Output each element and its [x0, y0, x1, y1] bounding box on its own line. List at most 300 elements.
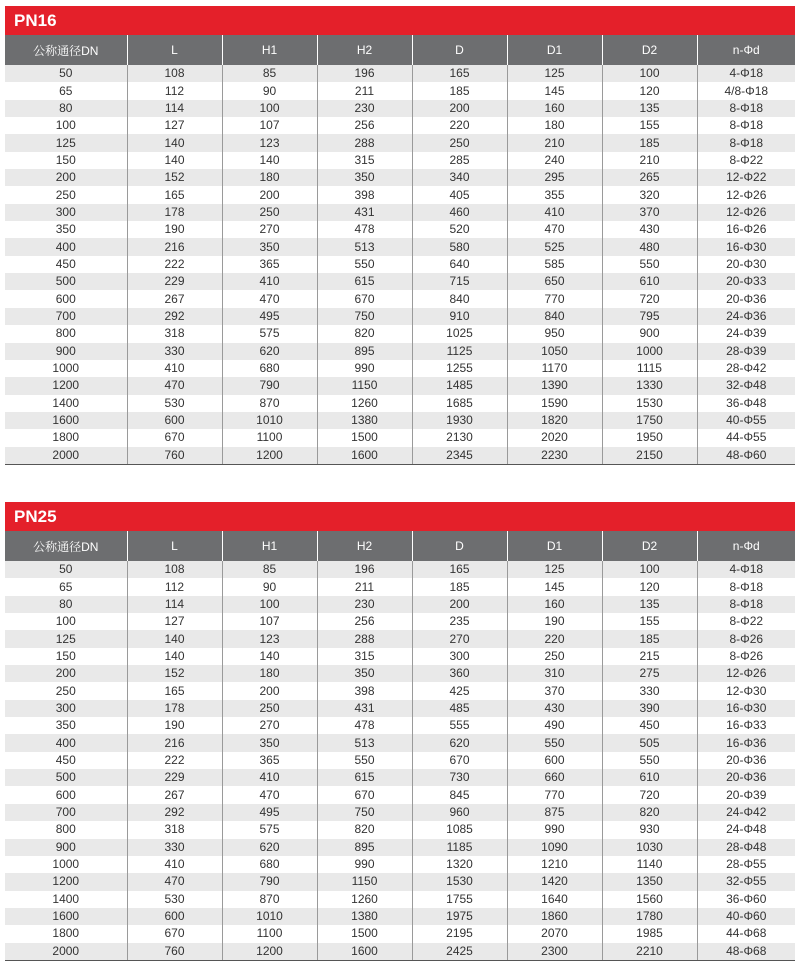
- table-cell: 44-Φ68: [697, 925, 795, 942]
- table-cell: 1600: [317, 943, 412, 961]
- table-cell: 1100: [222, 925, 317, 942]
- table-cell: 8-Φ18: [697, 134, 795, 151]
- table-row: [5, 429, 795, 446]
- table-cell: 620: [412, 734, 507, 751]
- table-cell: 555: [412, 717, 507, 734]
- table-cell: 107: [222, 117, 317, 134]
- table-cell: 470: [127, 377, 222, 394]
- table-row: [5, 943, 795, 961]
- table-row: [5, 100, 795, 117]
- table-cell: 820: [317, 325, 412, 342]
- table-cell: 930: [602, 821, 697, 838]
- table-cell: 8-Φ26: [697, 648, 795, 665]
- table-cell: 470: [222, 290, 317, 307]
- table-cell: 178: [127, 204, 222, 221]
- table-cell: 1260: [317, 395, 412, 412]
- table-cell: 330: [602, 682, 697, 699]
- table-cell: 48-Φ68: [697, 943, 795, 961]
- table-cell: 1200: [5, 377, 127, 394]
- table-cell: 2130: [412, 429, 507, 446]
- table-cell: 2300: [507, 943, 602, 961]
- table-cell: 1800: [5, 429, 127, 446]
- table-cell: 20-Φ36: [697, 769, 795, 786]
- table-cell: 1000: [602, 343, 697, 360]
- table-cell: 140: [127, 648, 222, 665]
- table-cell: 1030: [602, 839, 697, 856]
- table-cell: 123: [222, 134, 317, 151]
- table-cell: 300: [5, 700, 127, 717]
- table-cell: 100: [5, 613, 127, 630]
- table-row: [5, 117, 795, 134]
- table-cell: 16-Φ30: [697, 700, 795, 717]
- header-row: [5, 531, 795, 561]
- table-cell: 900: [602, 325, 697, 342]
- table-cell: 2425: [412, 943, 507, 961]
- table-cell: 12-Φ22: [697, 169, 795, 186]
- table-cell: 490: [507, 717, 602, 734]
- table-cell: 114: [127, 596, 222, 613]
- table-cell: 140: [222, 152, 317, 169]
- table-cell: 870: [222, 891, 317, 908]
- table-cell: 100: [222, 596, 317, 613]
- table-cell: 410: [127, 856, 222, 873]
- table-cell: 1125: [412, 343, 507, 360]
- table-cell: 1750: [602, 412, 697, 429]
- table-cell: 8-Φ18: [697, 100, 795, 117]
- table-cell: 790: [222, 377, 317, 394]
- table-cell: 600: [5, 290, 127, 307]
- table-cell: 220: [507, 630, 602, 647]
- table-cell: 185: [602, 134, 697, 151]
- table-cell: 140: [222, 648, 317, 665]
- pn25-section: [5, 502, 795, 961]
- table-cell: 270: [412, 630, 507, 647]
- table-cell: 140: [127, 134, 222, 151]
- table-cell: 256: [317, 117, 412, 134]
- table-cell: 256: [317, 613, 412, 630]
- table-cell: 470: [507, 221, 602, 238]
- table-cell: 900: [5, 343, 127, 360]
- table-cell: 680: [222, 856, 317, 873]
- table-row: [5, 578, 795, 595]
- table-row: [5, 613, 795, 630]
- table-row: [5, 682, 795, 699]
- table-cell: 670: [317, 290, 412, 307]
- table-cell: 125: [507, 561, 602, 578]
- table-row: [5, 221, 795, 238]
- table-cell: 600: [507, 752, 602, 769]
- table-cell: 400: [5, 734, 127, 751]
- table-cell: 580: [412, 238, 507, 255]
- table-cell: 650: [507, 273, 602, 290]
- table-cell: 895: [317, 839, 412, 856]
- dimension-table: [5, 35, 795, 465]
- table-cell: 505: [602, 734, 697, 751]
- table-cell: 160: [507, 100, 602, 117]
- table-cell: 340: [412, 169, 507, 186]
- section-title: PN16: [5, 6, 795, 35]
- table-cell: 216: [127, 238, 222, 255]
- table-cell: 250: [5, 682, 127, 699]
- table-cell: 216: [127, 734, 222, 751]
- table-cell: 24-Φ42: [697, 804, 795, 821]
- table-cell: 670: [412, 752, 507, 769]
- table-cell: 330: [127, 839, 222, 856]
- table-cell: 460: [412, 204, 507, 221]
- table-cell: 680: [222, 360, 317, 377]
- table-cell: 8-Φ26: [697, 630, 795, 647]
- table-cell: 190: [127, 717, 222, 734]
- table-cell: 32-Φ48: [697, 377, 795, 394]
- table-cell: 90: [222, 578, 317, 595]
- column-header: D: [412, 531, 507, 561]
- table-cell: 800: [5, 325, 127, 342]
- table-cell: 470: [127, 873, 222, 890]
- table-cell: 200: [222, 682, 317, 699]
- table-cell: 152: [127, 665, 222, 682]
- table-cell: 250: [222, 204, 317, 221]
- table-cell: 24-Φ48: [697, 821, 795, 838]
- table-cell: 1390: [507, 377, 602, 394]
- table-cell: 720: [602, 290, 697, 307]
- table-cell: 840: [412, 290, 507, 307]
- table-cell: 28-Φ48: [697, 839, 795, 856]
- table-cell: 350: [5, 221, 127, 238]
- table-cell: 2000: [5, 943, 127, 961]
- table-row: [5, 395, 795, 412]
- table-cell: 20-Φ30: [697, 256, 795, 273]
- table-row: [5, 630, 795, 647]
- table-cell: 288: [317, 630, 412, 647]
- table-row: [5, 65, 795, 82]
- table-cell: 875: [507, 804, 602, 821]
- table-cell: 160: [507, 596, 602, 613]
- table-cell: 520: [412, 221, 507, 238]
- table-cell: 760: [127, 447, 222, 465]
- table-cell: 960: [412, 804, 507, 821]
- table-cell: 478: [317, 221, 412, 238]
- table-row: [5, 856, 795, 873]
- table-cell: 1560: [602, 891, 697, 908]
- table-cell: 1950: [602, 429, 697, 446]
- table-cell: 1380: [317, 412, 412, 429]
- table-cell: 211: [317, 578, 412, 595]
- table-cell: 730: [412, 769, 507, 786]
- table-cell: 155: [602, 117, 697, 134]
- table-cell: 65: [5, 82, 127, 99]
- table-cell: 210: [507, 134, 602, 151]
- table-cell: 990: [507, 821, 602, 838]
- table-row: [5, 447, 795, 465]
- table-cell: 550: [317, 752, 412, 769]
- table-cell: 1800: [5, 925, 127, 942]
- table-cell: 1530: [412, 873, 507, 890]
- table-cell: 640: [412, 256, 507, 273]
- table-row: [5, 204, 795, 221]
- table-row: [5, 186, 795, 203]
- table-cell: 220: [412, 117, 507, 134]
- table-cell: 950: [507, 325, 602, 342]
- table-cell: 870: [222, 395, 317, 412]
- table-cell: 8-Φ18: [697, 117, 795, 134]
- table-cell: 1010: [222, 908, 317, 925]
- table-row: [5, 325, 795, 342]
- table-cell: 127: [127, 613, 222, 630]
- table-cell: 230: [317, 100, 412, 117]
- table-row: [5, 665, 795, 682]
- table-cell: 600: [127, 908, 222, 925]
- table-cell: 1115: [602, 360, 697, 377]
- table-cell: 500: [5, 769, 127, 786]
- table-cell: 670: [127, 925, 222, 942]
- table-cell: 300: [412, 648, 507, 665]
- table-cell: 320: [602, 186, 697, 203]
- table-cell: 2000: [5, 447, 127, 465]
- table-cell: 28-Φ55: [697, 856, 795, 873]
- table-cell: 700: [5, 804, 127, 821]
- table-cell: 405: [412, 186, 507, 203]
- table-cell: 1150: [317, 873, 412, 890]
- table-cell: 370: [602, 204, 697, 221]
- table-cell: 80: [5, 100, 127, 117]
- table-cell: 1600: [5, 908, 127, 925]
- table-cell: 470: [222, 786, 317, 803]
- table-cell: 1085: [412, 821, 507, 838]
- table-row: [5, 908, 795, 925]
- table-cell: 450: [5, 256, 127, 273]
- table-row: [5, 596, 795, 613]
- table-cell: 16-Φ26: [697, 221, 795, 238]
- column-header: L: [127, 35, 222, 65]
- table-cell: 1200: [222, 447, 317, 465]
- table-cell: 840: [507, 308, 602, 325]
- table-row: [5, 377, 795, 394]
- table-cell: 2150: [602, 447, 697, 465]
- table-cell: 1685: [412, 395, 507, 412]
- table-cell: 250: [5, 186, 127, 203]
- table-cell: 2230: [507, 447, 602, 465]
- column-header: D2: [602, 35, 697, 65]
- table-cell: 910: [412, 308, 507, 325]
- table-cell: 50: [5, 65, 127, 82]
- table-cell: 127: [127, 117, 222, 134]
- table-cell: 16-Φ36: [697, 734, 795, 751]
- column-header: n-Φd: [697, 35, 795, 65]
- table-row: [5, 786, 795, 803]
- table-cell: 196: [317, 65, 412, 82]
- table-cell: 398: [317, 186, 412, 203]
- table-cell: 1200: [5, 873, 127, 890]
- table-row: [5, 360, 795, 377]
- table-cell: 350: [317, 169, 412, 186]
- table-cell: 108: [127, 561, 222, 578]
- table-cell: 1210: [507, 856, 602, 873]
- table-row: [5, 925, 795, 942]
- table-cell: 430: [507, 700, 602, 717]
- table-cell: 267: [127, 786, 222, 803]
- table-row: [5, 273, 795, 290]
- table-row: [5, 256, 795, 273]
- table-cell: 1500: [317, 429, 412, 446]
- table-cell: 513: [317, 734, 412, 751]
- table-row: [5, 238, 795, 255]
- table-cell: 900: [5, 839, 127, 856]
- table-cell: 315: [317, 152, 412, 169]
- table-cell: 350: [5, 717, 127, 734]
- table-cell: 670: [127, 429, 222, 446]
- table-cell: 165: [412, 65, 507, 82]
- table-cell: 2070: [507, 925, 602, 942]
- table-cell: 80: [5, 596, 127, 613]
- table-cell: 670: [317, 786, 412, 803]
- table-row: [5, 873, 795, 890]
- table-cell: 235: [412, 613, 507, 630]
- table-cell: 265: [602, 169, 697, 186]
- table-cell: 250: [507, 648, 602, 665]
- table-cell: 390: [602, 700, 697, 717]
- table-cell: 615: [317, 769, 412, 786]
- table-cell: 200: [5, 169, 127, 186]
- table-cell: 1000: [5, 856, 127, 873]
- table-cell: 895: [317, 343, 412, 360]
- table-cell: 350: [317, 665, 412, 682]
- table-cell: 1820: [507, 412, 602, 429]
- table-cell: 431: [317, 700, 412, 717]
- table-cell: 790: [222, 873, 317, 890]
- table-body: [5, 65, 795, 464]
- table-cell: 1010: [222, 412, 317, 429]
- table-cell: 152: [127, 169, 222, 186]
- pn16-section: [5, 6, 795, 465]
- table-row: [5, 561, 795, 578]
- table-cell: 600: [127, 412, 222, 429]
- table-cell: 20-Φ36: [697, 290, 795, 307]
- table-cell: 285: [412, 152, 507, 169]
- column-header: D1: [507, 35, 602, 65]
- column-header: D: [412, 35, 507, 65]
- table-cell: 750: [317, 308, 412, 325]
- table-cell: 165: [412, 561, 507, 578]
- table-cell: 425: [412, 682, 507, 699]
- column-header: H2: [317, 35, 412, 65]
- table-cell: 107: [222, 613, 317, 630]
- table-cell: 125: [507, 65, 602, 82]
- table-cell: 1485: [412, 377, 507, 394]
- table-cell: 190: [127, 221, 222, 238]
- table-cell: 65: [5, 578, 127, 595]
- table-cell: 1600: [5, 412, 127, 429]
- table-cell: 85: [222, 65, 317, 82]
- table-cell: 485: [412, 700, 507, 717]
- table-body: [5, 561, 795, 960]
- table-cell: 355: [507, 186, 602, 203]
- table-cell: 155: [602, 613, 697, 630]
- table-cell: 410: [222, 273, 317, 290]
- column-header: n-Φd: [697, 531, 795, 561]
- table-cell: 180: [507, 117, 602, 134]
- section-title: PN25: [5, 502, 795, 531]
- table-cell: 585: [507, 256, 602, 273]
- table-cell: 720: [602, 786, 697, 803]
- table-row: [5, 343, 795, 360]
- table-cell: 229: [127, 273, 222, 290]
- table-cell: 215: [602, 648, 697, 665]
- table-cell: 990: [317, 856, 412, 873]
- table-row: [5, 734, 795, 751]
- table-cell: 575: [222, 325, 317, 342]
- table-cell: 145: [507, 82, 602, 99]
- table-row: [5, 412, 795, 429]
- column-header: 公称通径DN: [5, 531, 127, 561]
- table-cell: 610: [602, 273, 697, 290]
- table-cell: 135: [602, 596, 697, 613]
- table-cell: 1860: [507, 908, 602, 925]
- table-cell: 250: [412, 134, 507, 151]
- header-row: [5, 35, 795, 65]
- table-cell: 1975: [412, 908, 507, 925]
- table-cell: 275: [602, 665, 697, 682]
- table-cell: 820: [317, 821, 412, 838]
- table-cell: 190: [507, 613, 602, 630]
- table-cell: 1930: [412, 412, 507, 429]
- table-cell: 270: [222, 717, 317, 734]
- table-cell: 229: [127, 769, 222, 786]
- table-cell: 770: [507, 786, 602, 803]
- table-cell: 222: [127, 256, 222, 273]
- table-cell: 398: [317, 682, 412, 699]
- table-cell: 1985: [602, 925, 697, 942]
- table-cell: 1755: [412, 891, 507, 908]
- table-cell: 100: [222, 100, 317, 117]
- table-cell: 480: [602, 238, 697, 255]
- table-cell: 318: [127, 821, 222, 838]
- table-cell: 12-Φ30: [697, 682, 795, 699]
- table-cell: 1400: [5, 395, 127, 412]
- table-row: [5, 134, 795, 151]
- table-cell: 210: [602, 152, 697, 169]
- table-cell: 123: [222, 630, 317, 647]
- table-row: [5, 804, 795, 821]
- table-cell: 12-Φ26: [697, 186, 795, 203]
- table-row: [5, 82, 795, 99]
- table-cell: 8-Φ22: [697, 613, 795, 630]
- table-cell: 24-Φ36: [697, 308, 795, 325]
- table-cell: 615: [317, 273, 412, 290]
- table-cell: 550: [317, 256, 412, 273]
- table-cell: 795: [602, 308, 697, 325]
- table-cell: 8-Φ18: [697, 596, 795, 613]
- table-cell: 36-Φ60: [697, 891, 795, 908]
- table-cell: 200: [5, 665, 127, 682]
- table-cell: 1025: [412, 325, 507, 342]
- table-cell: 2195: [412, 925, 507, 942]
- table-cell: 145: [507, 578, 602, 595]
- table-cell: 140: [127, 152, 222, 169]
- column-header: D1: [507, 531, 602, 561]
- table-cell: 222: [127, 752, 222, 769]
- table-cell: 16-Φ33: [697, 717, 795, 734]
- table-header: [5, 531, 795, 561]
- table-cell: 1090: [507, 839, 602, 856]
- table-cell: 1260: [317, 891, 412, 908]
- table-cell: 180: [222, 665, 317, 682]
- table-row: [5, 769, 795, 786]
- table-cell: 292: [127, 804, 222, 821]
- table-cell: 845: [412, 786, 507, 803]
- table-cell: 430: [602, 221, 697, 238]
- table-cell: 1100: [222, 429, 317, 446]
- table-cell: 1500: [317, 925, 412, 942]
